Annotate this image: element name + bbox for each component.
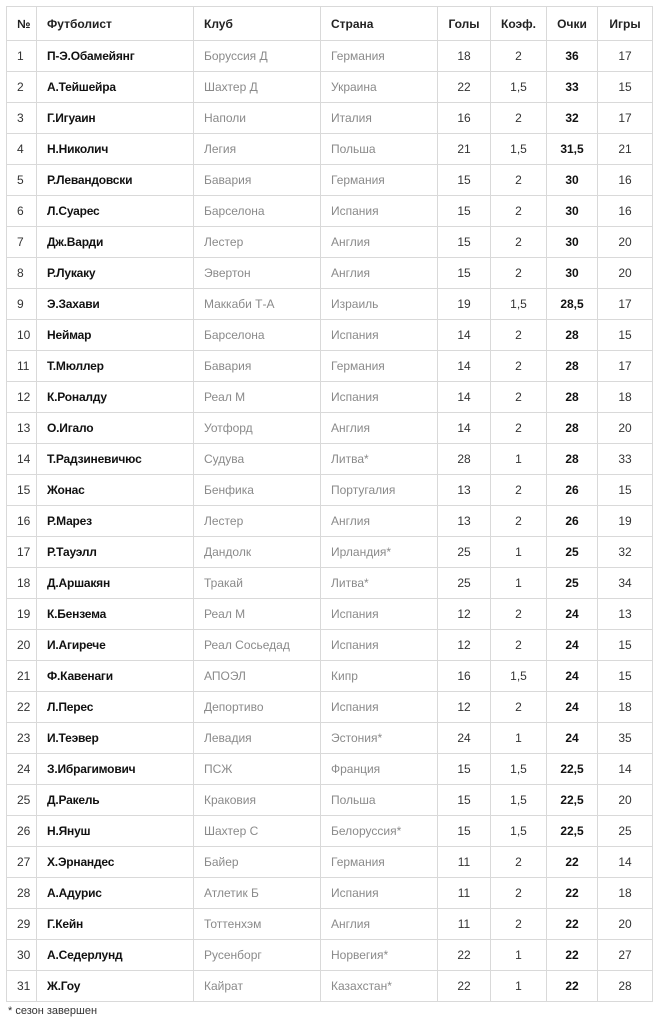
points-cell: 22 — [547, 878, 598, 909]
country-cell: Израиль — [321, 289, 438, 320]
footnote: * сезон завершен — [8, 1005, 98, 1017]
country-cell: Франция — [321, 754, 438, 785]
num-cell: 20 — [7, 630, 37, 661]
header-coef: Коэф. — [491, 7, 547, 41]
player-cell: Г.Игуаин — [37, 103, 194, 134]
goals-cell: 25 — [438, 568, 491, 599]
table-row — [7, 258, 653, 289]
num-cell: 11 — [7, 351, 37, 382]
country-cell: Испания — [321, 599, 438, 630]
player-cell: Н.Николич — [37, 134, 194, 165]
club-cell: Лестер — [194, 227, 321, 258]
country-cell: Германия — [321, 351, 438, 382]
points-cell: 28 — [547, 320, 598, 351]
num-cell: 27 — [7, 847, 37, 878]
header-country: Страна — [321, 7, 438, 41]
header-player: Футболист — [37, 7, 194, 41]
country-cell: Норвегия* — [321, 940, 438, 971]
country-cell: Португалия — [321, 475, 438, 506]
country-cell: Англия — [321, 506, 438, 537]
club-cell: Уотфорд — [194, 413, 321, 444]
points-cell: 24 — [547, 692, 598, 723]
country-cell: Польша — [321, 785, 438, 816]
games-cell: 18 — [598, 692, 653, 723]
player-cell: Р.Тауэлл — [37, 537, 194, 568]
player-cell: Т.Мюллер — [37, 351, 194, 382]
country-cell: Англия — [321, 909, 438, 940]
header-games: Игры — [598, 7, 653, 41]
goals-cell: 22 — [438, 72, 491, 103]
player-cell: Р.Левандовски — [37, 165, 194, 196]
goals-cell: 15 — [438, 165, 491, 196]
club-cell: Тракай — [194, 568, 321, 599]
player-cell: К.Роналду — [37, 382, 194, 413]
goals-cell: 12 — [438, 692, 491, 723]
goals-cell: 15 — [438, 258, 491, 289]
header-row — [7, 7, 653, 41]
num-cell: 10 — [7, 320, 37, 351]
table-row — [7, 413, 653, 444]
games-cell: 17 — [598, 103, 653, 134]
table-row — [7, 599, 653, 630]
num-cell: 1 — [7, 41, 37, 72]
goals-cell: 11 — [438, 878, 491, 909]
coef-cell: 1,5 — [491, 785, 547, 816]
points-cell: 25 — [547, 568, 598, 599]
games-cell: 14 — [598, 847, 653, 878]
table-row — [7, 785, 653, 816]
games-cell: 17 — [598, 289, 653, 320]
country-cell: Германия — [321, 41, 438, 72]
games-cell: 15 — [598, 320, 653, 351]
player-cell: Н.Януш — [37, 816, 194, 847]
table-row — [7, 940, 653, 971]
points-cell: 30 — [547, 258, 598, 289]
games-cell: 16 — [598, 196, 653, 227]
goals-cell: 16 — [438, 103, 491, 134]
country-cell: Испания — [321, 320, 438, 351]
goals-cell: 14 — [438, 382, 491, 413]
table-row — [7, 444, 653, 475]
table-row — [7, 847, 653, 878]
points-cell: 32 — [547, 103, 598, 134]
player-cell: К.Бензема — [37, 599, 194, 630]
coef-cell: 2 — [491, 103, 547, 134]
header-num: № — [7, 7, 37, 41]
club-cell: Реал М — [194, 382, 321, 413]
games-cell: 21 — [598, 134, 653, 165]
club-cell: Легия — [194, 134, 321, 165]
club-cell: Реал Сосьедад — [194, 630, 321, 661]
points-cell: 30 — [547, 227, 598, 258]
coef-cell: 1 — [491, 940, 547, 971]
player-cell: Г.Кейн — [37, 909, 194, 940]
num-cell: 5 — [7, 165, 37, 196]
club-cell: Маккаби Т-А — [194, 289, 321, 320]
table-row — [7, 909, 653, 940]
points-cell: 24 — [547, 661, 598, 692]
games-cell: 14 — [598, 754, 653, 785]
goals-cell: 14 — [438, 320, 491, 351]
player-cell: Неймар — [37, 320, 194, 351]
table-row — [7, 382, 653, 413]
points-cell: 31,5 — [547, 134, 598, 165]
club-cell: Барселона — [194, 196, 321, 227]
num-cell: 25 — [7, 785, 37, 816]
num-cell: 29 — [7, 909, 37, 940]
player-cell: Ж.Гоу — [37, 971, 194, 1002]
points-cell: 22,5 — [547, 754, 598, 785]
games-cell: 16 — [598, 165, 653, 196]
country-cell: Испания — [321, 692, 438, 723]
coef-cell: 1,5 — [491, 72, 547, 103]
goals-cell: 15 — [438, 196, 491, 227]
player-cell: П-Э.Обамейянг — [37, 41, 194, 72]
country-cell: Ирландия* — [321, 537, 438, 568]
games-cell: 27 — [598, 940, 653, 971]
table-row — [7, 41, 653, 72]
club-cell: Боруссия Д — [194, 41, 321, 72]
coef-cell: 2 — [491, 382, 547, 413]
num-cell: 21 — [7, 661, 37, 692]
num-cell: 8 — [7, 258, 37, 289]
table-row — [7, 754, 653, 785]
club-cell: Тоттенхэм — [194, 909, 321, 940]
points-cell: 22 — [547, 971, 598, 1002]
club-cell: Депортиво — [194, 692, 321, 723]
points-cell: 22 — [547, 847, 598, 878]
num-cell: 30 — [7, 940, 37, 971]
table-row — [7, 72, 653, 103]
player-cell: Д.Ракель — [37, 785, 194, 816]
player-cell: Д.Аршакян — [37, 568, 194, 599]
num-cell: 9 — [7, 289, 37, 320]
country-cell: Испания — [321, 630, 438, 661]
goals-cell: 15 — [438, 227, 491, 258]
goals-cell: 15 — [438, 785, 491, 816]
country-cell: Германия — [321, 165, 438, 196]
player-cell: И.Агирече — [37, 630, 194, 661]
coef-cell: 1,5 — [491, 661, 547, 692]
goals-cell: 14 — [438, 351, 491, 382]
goals-cell: 12 — [438, 599, 491, 630]
coef-cell: 2 — [491, 258, 547, 289]
num-cell: 2 — [7, 72, 37, 103]
points-cell: 28 — [547, 444, 598, 475]
points-cell: 30 — [547, 196, 598, 227]
player-cell: Жонас — [37, 475, 194, 506]
header-club: Клуб — [194, 7, 321, 41]
table-row — [7, 103, 653, 134]
club-cell: Атлетик Б — [194, 878, 321, 909]
coef-cell: 2 — [491, 227, 547, 258]
table-row — [7, 475, 653, 506]
goals-cell: 11 — [438, 847, 491, 878]
games-cell: 20 — [598, 413, 653, 444]
goals-cell: 13 — [438, 506, 491, 537]
country-cell: Англия — [321, 227, 438, 258]
club-cell: Кайрат — [194, 971, 321, 1002]
coef-cell: 2 — [491, 878, 547, 909]
num-cell: 18 — [7, 568, 37, 599]
country-cell: Украина — [321, 72, 438, 103]
num-cell: 28 — [7, 878, 37, 909]
club-cell: Русенборг — [194, 940, 321, 971]
country-cell: Англия — [321, 258, 438, 289]
goals-cell: 11 — [438, 909, 491, 940]
country-cell: Германия — [321, 847, 438, 878]
coef-cell: 2 — [491, 630, 547, 661]
goals-cell: 22 — [438, 940, 491, 971]
points-cell: 36 — [547, 41, 598, 72]
club-cell: Эвертон — [194, 258, 321, 289]
coef-cell: 2 — [491, 847, 547, 878]
coef-cell: 2 — [491, 165, 547, 196]
club-cell: Бавария — [194, 165, 321, 196]
games-cell: 28 — [598, 971, 653, 1002]
num-cell: 19 — [7, 599, 37, 630]
table-row — [7, 723, 653, 754]
games-cell: 20 — [598, 909, 653, 940]
coef-cell: 2 — [491, 41, 547, 72]
table-row — [7, 630, 653, 661]
country-cell: Польша — [321, 134, 438, 165]
player-cell: З.Ибрагимович — [37, 754, 194, 785]
club-cell: ПСЖ — [194, 754, 321, 785]
points-cell: 25 — [547, 537, 598, 568]
games-cell: 18 — [598, 382, 653, 413]
num-cell: 26 — [7, 816, 37, 847]
points-cell: 28,5 — [547, 289, 598, 320]
player-cell: А.Тейшейра — [37, 72, 194, 103]
goals-cell: 16 — [438, 661, 491, 692]
country-cell: Испания — [321, 382, 438, 413]
goals-cell: 15 — [438, 754, 491, 785]
num-cell: 3 — [7, 103, 37, 134]
coef-cell: 2 — [491, 196, 547, 227]
points-cell: 26 — [547, 506, 598, 537]
points-cell: 33 — [547, 72, 598, 103]
num-cell: 13 — [7, 413, 37, 444]
table-row — [7, 320, 653, 351]
games-cell: 35 — [598, 723, 653, 754]
goals-cell: 28 — [438, 444, 491, 475]
num-cell: 15 — [7, 475, 37, 506]
player-cell: Э.Захави — [37, 289, 194, 320]
club-cell: Судува — [194, 444, 321, 475]
goals-cell: 15 — [438, 816, 491, 847]
player-cell: А.Адурис — [37, 878, 194, 909]
club-cell: Наполи — [194, 103, 321, 134]
num-cell: 24 — [7, 754, 37, 785]
club-cell: Краковия — [194, 785, 321, 816]
club-cell: Шахтер Д — [194, 72, 321, 103]
games-cell: 15 — [598, 630, 653, 661]
goals-cell: 12 — [438, 630, 491, 661]
country-cell: Кипр — [321, 661, 438, 692]
coef-cell: 2 — [491, 351, 547, 382]
num-cell: 31 — [7, 971, 37, 1002]
table-row — [7, 227, 653, 258]
points-cell: 24 — [547, 723, 598, 754]
goals-cell: 18 — [438, 41, 491, 72]
header-goals: Голы — [438, 7, 491, 41]
games-cell: 15 — [598, 72, 653, 103]
games-cell: 18 — [598, 878, 653, 909]
num-cell: 14 — [7, 444, 37, 475]
coef-cell: 1,5 — [491, 134, 547, 165]
scorers-table — [6, 6, 653, 1002]
num-cell: 4 — [7, 134, 37, 165]
table-row — [7, 165, 653, 196]
player-cell: Дж.Варди — [37, 227, 194, 258]
table-row — [7, 878, 653, 909]
country-cell: Казахстан* — [321, 971, 438, 1002]
games-cell: 34 — [598, 568, 653, 599]
coef-cell: 2 — [491, 599, 547, 630]
goals-cell: 19 — [438, 289, 491, 320]
games-cell: 13 — [598, 599, 653, 630]
goals-cell: 22 — [438, 971, 491, 1002]
club-cell: Байер — [194, 847, 321, 878]
points-cell: 24 — [547, 599, 598, 630]
table-row — [7, 568, 653, 599]
points-cell: 22 — [547, 940, 598, 971]
table-row — [7, 506, 653, 537]
games-cell: 20 — [598, 227, 653, 258]
country-cell: Испания — [321, 196, 438, 227]
coef-cell: 1,5 — [491, 754, 547, 785]
country-cell: Англия — [321, 413, 438, 444]
num-cell: 16 — [7, 506, 37, 537]
table-row — [7, 816, 653, 847]
goals-cell: 13 — [438, 475, 491, 506]
games-cell: 15 — [598, 661, 653, 692]
club-cell: АПОЭЛ — [194, 661, 321, 692]
num-cell: 6 — [7, 196, 37, 227]
num-cell: 22 — [7, 692, 37, 723]
table-row — [7, 134, 653, 165]
points-cell: 24 — [547, 630, 598, 661]
country-cell: Испания — [321, 878, 438, 909]
club-cell: Левадия — [194, 723, 321, 754]
num-cell: 23 — [7, 723, 37, 754]
points-cell: 28 — [547, 382, 598, 413]
points-cell: 22,5 — [547, 816, 598, 847]
club-cell: Шахтер С — [194, 816, 321, 847]
coef-cell: 2 — [491, 692, 547, 723]
player-cell: Х.Эрнандес — [37, 847, 194, 878]
player-cell: Л.Суарес — [37, 196, 194, 227]
player-cell: Ф.Кавенаги — [37, 661, 194, 692]
goals-cell: 25 — [438, 537, 491, 568]
points-cell: 30 — [547, 165, 598, 196]
country-cell: Белоруссия* — [321, 816, 438, 847]
player-cell: Р.Марез — [37, 506, 194, 537]
coef-cell: 1,5 — [491, 816, 547, 847]
table-row — [7, 971, 653, 1002]
table-row — [7, 537, 653, 568]
header-points: Очки — [547, 7, 598, 41]
points-cell: 28 — [547, 413, 598, 444]
num-cell: 7 — [7, 227, 37, 258]
club-cell: Реал М — [194, 599, 321, 630]
games-cell: 20 — [598, 785, 653, 816]
games-cell: 33 — [598, 444, 653, 475]
games-cell: 32 — [598, 537, 653, 568]
games-cell: 17 — [598, 41, 653, 72]
table-row — [7, 692, 653, 723]
goals-cell: 14 — [438, 413, 491, 444]
club-cell: Дандолк — [194, 537, 321, 568]
coef-cell: 1,5 — [491, 289, 547, 320]
coef-cell: 1 — [491, 568, 547, 599]
games-cell: 19 — [598, 506, 653, 537]
player-cell: И.Теэвер — [37, 723, 194, 754]
games-cell: 17 — [598, 351, 653, 382]
country-cell: Италия — [321, 103, 438, 134]
goals-cell: 21 — [438, 134, 491, 165]
table-row — [7, 289, 653, 320]
points-cell: 26 — [547, 475, 598, 506]
coef-cell: 1 — [491, 723, 547, 754]
num-cell: 12 — [7, 382, 37, 413]
coef-cell: 2 — [491, 506, 547, 537]
coef-cell: 2 — [491, 475, 547, 506]
player-cell: Т.Радзиневичюс — [37, 444, 194, 475]
table-row — [7, 196, 653, 227]
coef-cell: 2 — [491, 320, 547, 351]
coef-cell: 1 — [491, 971, 547, 1002]
points-cell: 28 — [547, 351, 598, 382]
coef-cell: 2 — [491, 413, 547, 444]
player-cell: Р.Лукаку — [37, 258, 194, 289]
club-cell: Бенфика — [194, 475, 321, 506]
num-cell: 17 — [7, 537, 37, 568]
player-cell: А.Седерлунд — [37, 940, 194, 971]
country-cell: Литва* — [321, 444, 438, 475]
goals-cell: 24 — [438, 723, 491, 754]
coef-cell: 2 — [491, 909, 547, 940]
points-cell: 22 — [547, 909, 598, 940]
games-cell: 20 — [598, 258, 653, 289]
table-row — [7, 351, 653, 382]
table-row — [7, 661, 653, 692]
games-cell: 15 — [598, 475, 653, 506]
club-cell: Лестер — [194, 506, 321, 537]
games-cell: 25 — [598, 816, 653, 847]
coef-cell: 1 — [491, 444, 547, 475]
player-cell: О.Игало — [37, 413, 194, 444]
country-cell: Эстония* — [321, 723, 438, 754]
coef-cell: 1 — [491, 537, 547, 568]
club-cell: Бавария — [194, 351, 321, 382]
club-cell: Барселона — [194, 320, 321, 351]
country-cell: Литва* — [321, 568, 438, 599]
points-cell: 22,5 — [547, 785, 598, 816]
player-cell: Л.Перес — [37, 692, 194, 723]
